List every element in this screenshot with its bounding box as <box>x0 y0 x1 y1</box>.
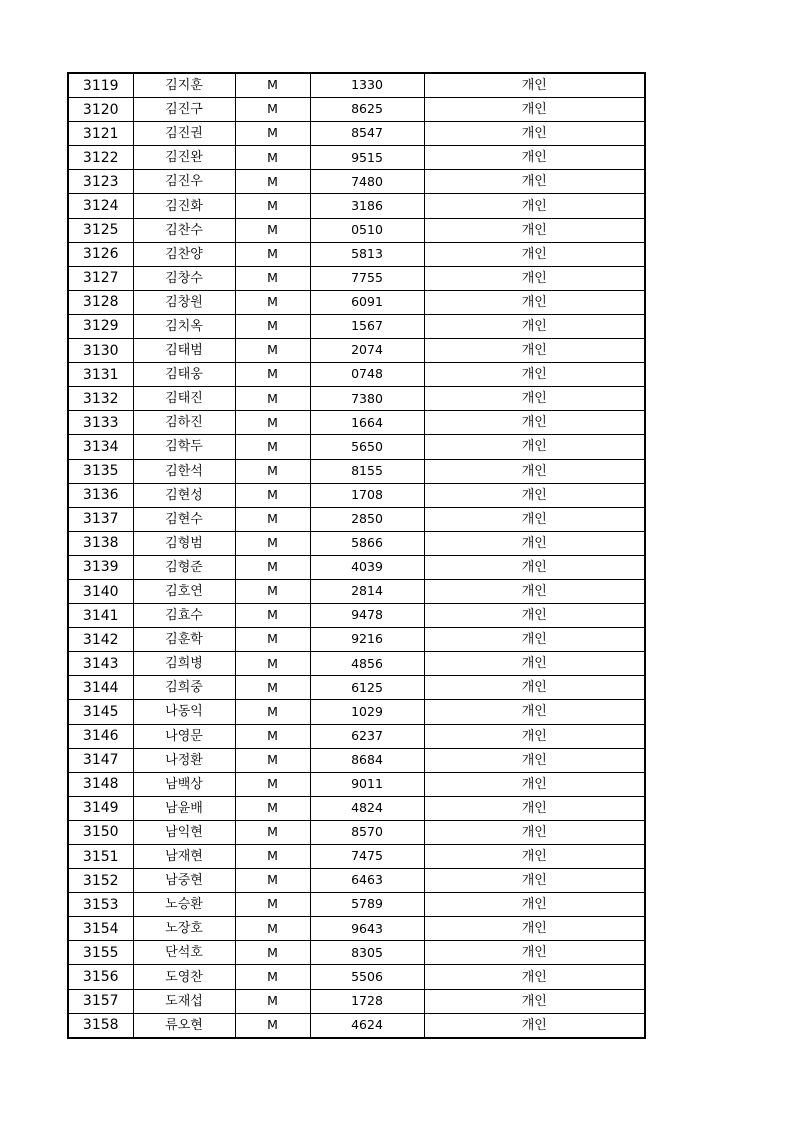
category-cell: 개인 <box>424 748 645 772</box>
code-cell: 6463 <box>310 869 424 893</box>
gender-cell: M <box>235 363 310 387</box>
table-row <box>68 531 645 555</box>
person-name: 김창원 <box>133 290 235 314</box>
person-name: 나정환 <box>133 748 235 772</box>
code-cell: 4624 <box>310 1013 424 1038</box>
gender-cell: M <box>235 965 310 989</box>
person-name: 김창수 <box>133 266 235 290</box>
category-cell: 개인 <box>424 652 645 676</box>
gender-cell: M <box>235 893 310 917</box>
table-row <box>68 676 645 700</box>
person-name: 김희병 <box>133 652 235 676</box>
row-number: 3137 <box>68 507 133 531</box>
category-cell: 개인 <box>424 965 645 989</box>
table-row <box>68 652 645 676</box>
table-row <box>68 266 645 290</box>
category-cell: 개인 <box>424 579 645 603</box>
person-name: 김태웅 <box>133 363 235 387</box>
roster-table <box>67 72 646 1039</box>
table-row <box>68 796 645 820</box>
code-cell: 1728 <box>310 989 424 1013</box>
table-row <box>68 579 645 603</box>
code-cell: 7380 <box>310 387 424 411</box>
gender-cell: M <box>235 772 310 796</box>
row-number: 3125 <box>68 218 133 242</box>
person-name: 김치옥 <box>133 314 235 338</box>
row-number: 3146 <box>68 724 133 748</box>
category-cell: 개인 <box>424 917 645 941</box>
code-cell: 6091 <box>310 290 424 314</box>
person-name: 김태범 <box>133 339 235 363</box>
row-number: 3132 <box>68 387 133 411</box>
category-cell: 개인 <box>424 772 645 796</box>
table-row <box>68 339 645 363</box>
row-number: 3134 <box>68 435 133 459</box>
code-cell: 9216 <box>310 628 424 652</box>
row-number: 3151 <box>68 845 133 869</box>
table-row <box>68 772 645 796</box>
person-name: 김현수 <box>133 507 235 531</box>
gender-cell: M <box>235 242 310 266</box>
person-name: 김훈학 <box>133 628 235 652</box>
category-cell: 개인 <box>424 146 645 170</box>
code-cell: 0748 <box>310 363 424 387</box>
row-number: 3154 <box>68 917 133 941</box>
category-cell: 개인 <box>424 820 645 844</box>
table-row <box>68 218 645 242</box>
category-cell: 개인 <box>424 676 645 700</box>
category-cell: 개인 <box>424 73 645 98</box>
category-cell: 개인 <box>424 122 645 146</box>
table-row <box>68 893 645 917</box>
table-row <box>68 98 645 122</box>
code-cell: 9515 <box>310 146 424 170</box>
table-row <box>68 748 645 772</box>
category-cell: 개인 <box>424 314 645 338</box>
person-name: 나동익 <box>133 700 235 724</box>
row-number: 3158 <box>68 1013 133 1038</box>
person-name: 류오현 <box>133 1013 235 1038</box>
table-row <box>68 989 645 1013</box>
person-name: 김호연 <box>133 579 235 603</box>
code-cell: 8625 <box>310 98 424 122</box>
row-number: 3140 <box>68 579 133 603</box>
person-name: 나영문 <box>133 724 235 748</box>
code-cell: 3186 <box>310 194 424 218</box>
code-cell: 8155 <box>310 459 424 483</box>
row-number: 3156 <box>68 965 133 989</box>
category-cell: 개인 <box>424 869 645 893</box>
gender-cell: M <box>235 98 310 122</box>
code-cell: 5813 <box>310 242 424 266</box>
person-name: 김학두 <box>133 435 235 459</box>
table-row <box>68 170 645 194</box>
row-number: 3145 <box>68 700 133 724</box>
category-cell: 개인 <box>424 724 645 748</box>
row-number: 3127 <box>68 266 133 290</box>
category-cell: 개인 <box>424 845 645 869</box>
person-name: 도재섭 <box>133 989 235 1013</box>
gender-cell: M <box>235 604 310 628</box>
table-row <box>68 194 645 218</box>
table-row <box>68 146 645 170</box>
row-number: 3149 <box>68 796 133 820</box>
gender-cell: M <box>235 1013 310 1038</box>
person-name: 남익현 <box>133 820 235 844</box>
row-number: 3126 <box>68 242 133 266</box>
category-cell: 개인 <box>424 411 645 435</box>
person-name: 김찬수 <box>133 218 235 242</box>
code-cell: 5506 <box>310 965 424 989</box>
table-row <box>68 965 645 989</box>
row-number: 3139 <box>68 555 133 579</box>
row-number: 3120 <box>68 98 133 122</box>
code-cell: 1029 <box>310 700 424 724</box>
code-cell: 8547 <box>310 122 424 146</box>
table-row <box>68 724 645 748</box>
person-name: 남백상 <box>133 772 235 796</box>
gender-cell: M <box>235 652 310 676</box>
category-cell: 개인 <box>424 507 645 531</box>
category-cell: 개인 <box>424 266 645 290</box>
code-cell: 1330 <box>310 73 424 98</box>
category-cell: 개인 <box>424 194 645 218</box>
code-cell: 1708 <box>310 483 424 507</box>
row-number: 3129 <box>68 314 133 338</box>
person-name: 김한석 <box>133 459 235 483</box>
table-row <box>68 483 645 507</box>
person-name: 남윤배 <box>133 796 235 820</box>
code-cell: 9011 <box>310 772 424 796</box>
table-row <box>68 869 645 893</box>
gender-cell: M <box>235 724 310 748</box>
category-cell: 개인 <box>424 555 645 579</box>
row-number: 3152 <box>68 869 133 893</box>
category-cell: 개인 <box>424 435 645 459</box>
gender-cell: M <box>235 290 310 314</box>
code-cell: 2074 <box>310 339 424 363</box>
person-name: 김효수 <box>133 604 235 628</box>
person-name: 김형준 <box>133 555 235 579</box>
gender-cell: M <box>235 314 310 338</box>
table-row <box>68 941 645 965</box>
table-row <box>68 314 645 338</box>
row-number: 3143 <box>68 652 133 676</box>
table-row <box>68 411 645 435</box>
row-number: 3147 <box>68 748 133 772</box>
person-name: 노승환 <box>133 893 235 917</box>
code-cell: 0510 <box>310 218 424 242</box>
code-cell: 7475 <box>310 845 424 869</box>
table-row <box>68 363 645 387</box>
gender-cell: M <box>235 700 310 724</box>
code-cell: 5866 <box>310 531 424 555</box>
row-number: 3153 <box>68 893 133 917</box>
row-number: 3142 <box>68 628 133 652</box>
category-cell: 개인 <box>424 170 645 194</box>
code-cell: 9643 <box>310 917 424 941</box>
category-cell: 개인 <box>424 218 645 242</box>
gender-cell: M <box>235 796 310 820</box>
code-cell: 1664 <box>310 411 424 435</box>
row-number: 3123 <box>68 170 133 194</box>
gender-cell: M <box>235 676 310 700</box>
code-cell: 8684 <box>310 748 424 772</box>
table-row <box>68 387 645 411</box>
person-name: 김지훈 <box>133 73 235 98</box>
code-cell: 5789 <box>310 893 424 917</box>
table-row <box>68 917 645 941</box>
roster-table-body <box>68 73 645 1038</box>
category-cell: 개인 <box>424 941 645 965</box>
gender-cell: M <box>235 218 310 242</box>
gender-cell: M <box>235 917 310 941</box>
gender-cell: M <box>235 869 310 893</box>
table-row <box>68 700 645 724</box>
category-cell: 개인 <box>424 242 645 266</box>
gender-cell: M <box>235 555 310 579</box>
category-cell: 개인 <box>424 459 645 483</box>
category-cell: 개인 <box>424 339 645 363</box>
person-name: 남재현 <box>133 845 235 869</box>
code-cell: 9478 <box>310 604 424 628</box>
gender-cell: M <box>235 266 310 290</box>
table-row <box>68 242 645 266</box>
gender-cell: M <box>235 73 310 98</box>
code-cell: 4039 <box>310 555 424 579</box>
gender-cell: M <box>235 483 310 507</box>
row-number: 3150 <box>68 820 133 844</box>
category-cell: 개인 <box>424 387 645 411</box>
category-cell: 개인 <box>424 700 645 724</box>
category-cell: 개인 <box>424 483 645 507</box>
row-number: 3157 <box>68 989 133 1013</box>
person-name: 노장호 <box>133 917 235 941</box>
category-cell: 개인 <box>424 893 645 917</box>
row-number: 3141 <box>68 604 133 628</box>
gender-cell: M <box>235 435 310 459</box>
row-number: 3135 <box>68 459 133 483</box>
gender-cell: M <box>235 122 310 146</box>
gender-cell: M <box>235 845 310 869</box>
code-cell: 8570 <box>310 820 424 844</box>
category-cell: 개인 <box>424 531 645 555</box>
gender-cell: M <box>235 387 310 411</box>
row-number: 3122 <box>68 146 133 170</box>
gender-cell: M <box>235 411 310 435</box>
table-row <box>68 290 645 314</box>
table-row <box>68 845 645 869</box>
row-number: 3119 <box>68 73 133 98</box>
table-row <box>68 122 645 146</box>
category-cell: 개인 <box>424 628 645 652</box>
category-cell: 개인 <box>424 1013 645 1038</box>
table-row <box>68 555 645 579</box>
gender-cell: M <box>235 170 310 194</box>
table-row <box>68 628 645 652</box>
table-row <box>68 1013 645 1038</box>
code-cell: 7755 <box>310 266 424 290</box>
gender-cell: M <box>235 989 310 1013</box>
person-name: 김진구 <box>133 98 235 122</box>
gender-cell: M <box>235 941 310 965</box>
row-number: 3133 <box>68 411 133 435</box>
row-number: 3136 <box>68 483 133 507</box>
table-row <box>68 73 645 98</box>
code-cell: 5650 <box>310 435 424 459</box>
gender-cell: M <box>235 579 310 603</box>
person-name: 남중현 <box>133 869 235 893</box>
person-name: 김찬양 <box>133 242 235 266</box>
code-cell: 4824 <box>310 796 424 820</box>
code-cell: 8305 <box>310 941 424 965</box>
gender-cell: M <box>235 531 310 555</box>
table-row <box>68 820 645 844</box>
person-name: 김진우 <box>133 170 235 194</box>
table-row <box>68 507 645 531</box>
person-name: 김진화 <box>133 194 235 218</box>
category-cell: 개인 <box>424 989 645 1013</box>
person-name: 도영찬 <box>133 965 235 989</box>
row-number: 3148 <box>68 772 133 796</box>
table-row <box>68 604 645 628</box>
gender-cell: M <box>235 194 310 218</box>
category-cell: 개인 <box>424 796 645 820</box>
row-number: 3130 <box>68 339 133 363</box>
row-number: 3121 <box>68 122 133 146</box>
row-number: 3131 <box>68 363 133 387</box>
code-cell: 1567 <box>310 314 424 338</box>
row-number: 3128 <box>68 290 133 314</box>
row-number: 3144 <box>68 676 133 700</box>
row-number: 3138 <box>68 531 133 555</box>
gender-cell: M <box>235 339 310 363</box>
code-cell: 6125 <box>310 676 424 700</box>
person-name: 단석호 <box>133 941 235 965</box>
code-cell: 4856 <box>310 652 424 676</box>
gender-cell: M <box>235 459 310 483</box>
code-cell: 7480 <box>310 170 424 194</box>
code-cell: 2814 <box>310 579 424 603</box>
person-name: 김현성 <box>133 483 235 507</box>
person-name: 김태진 <box>133 387 235 411</box>
category-cell: 개인 <box>424 98 645 122</box>
person-name: 김진권 <box>133 122 235 146</box>
person-name: 김하진 <box>133 411 235 435</box>
table-row <box>68 459 645 483</box>
person-name: 김희중 <box>133 676 235 700</box>
person-name: 김진완 <box>133 146 235 170</box>
person-name: 김형범 <box>133 531 235 555</box>
table-row <box>68 435 645 459</box>
row-number: 3124 <box>68 194 133 218</box>
gender-cell: M <box>235 507 310 531</box>
gender-cell: M <box>235 820 310 844</box>
category-cell: 개인 <box>424 604 645 628</box>
code-cell: 6237 <box>310 724 424 748</box>
category-cell: 개인 <box>424 363 645 387</box>
row-number: 3155 <box>68 941 133 965</box>
gender-cell: M <box>235 748 310 772</box>
gender-cell: M <box>235 146 310 170</box>
code-cell: 2850 <box>310 507 424 531</box>
gender-cell: M <box>235 628 310 652</box>
category-cell: 개인 <box>424 290 645 314</box>
